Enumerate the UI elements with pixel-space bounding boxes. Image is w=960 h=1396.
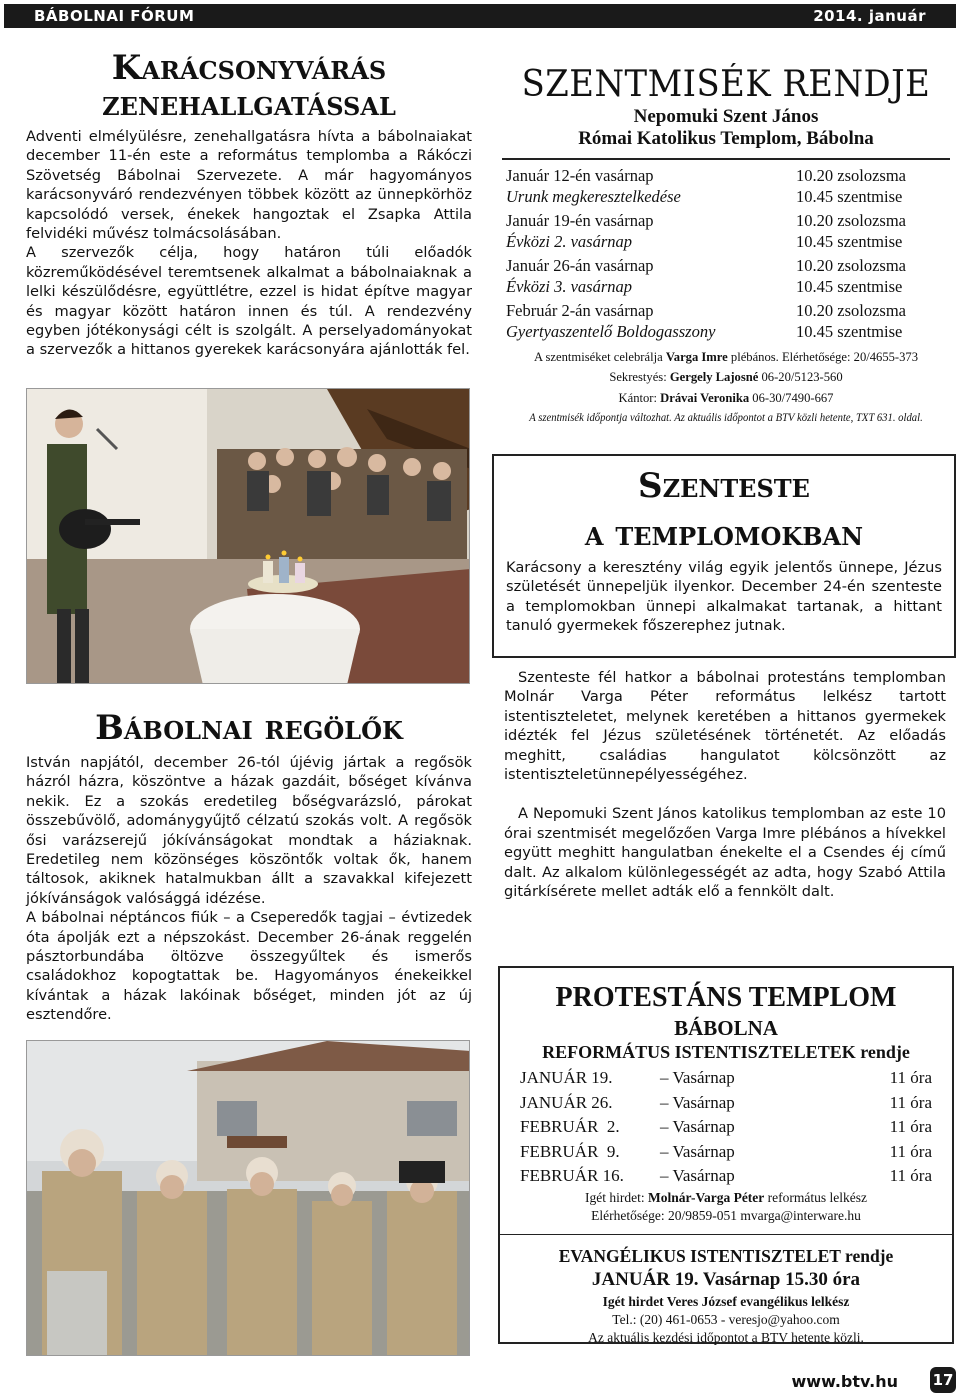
protestant-subtitle: REFORMÁTUS ISTENTISZTELETEK rendje: [542, 1042, 910, 1062]
service-date: JANUÁR 19.: [520, 1068, 613, 1087]
mass-row: [506, 321, 942, 342]
service-row: [520, 1066, 932, 1091]
mass-row: [506, 231, 942, 252]
service-day: – Vasárnap: [660, 1068, 735, 1087]
service-day: – Vasárnap: [660, 1141, 735, 1161]
evangelical-contact: Tel.: (20) 461-0653 - veresjo@yahoo.com: [612, 1312, 840, 1327]
mass-time: 10.45 szentmise: [796, 231, 903, 251]
article-title: Szenteste a templomokban: [584, 466, 864, 554]
mass-row: [506, 165, 942, 186]
preacher-contact: Elérhetősége: 20/9859-051 mvarga@interware.hu: [591, 1207, 861, 1223]
mass-schedule-box: [498, 56, 954, 428]
service-time: 11 óra: [889, 1141, 932, 1161]
article-szenteste-body: Szenteste fél hatkor a bábolnai protestáns templomban Molnár Varga Péter református lelkész tartott istentiszteletet, melynek keretében a hittanos gyermekek idézték fel Jézus születésének történetét. Az előadás meghitt, családias hangulatot kölcsönzött az istentiszteletünnepélyességéhez. A Nepomuki Szent János katolikus templomban az este 10 órai szentmisét megelőzően Varga Imre plébános a hívekkel együtt meghitt hangulatban énekelte el a Csendes éj című dalt. Az alkalom különlegességét az adta, hogy Szabó Attila gitárkísérete mellet adták elő a fennkölt dalt.: [504, 669, 946, 901]
mass-row: [506, 255, 942, 276]
service-day: – Vasárnap: [660, 1117, 735, 1136]
service-time: 11 óra: [889, 1117, 932, 1136]
service-date: FEBRUÁR 9.: [520, 1141, 620, 1161]
mass-time: 10.20 zsolozsma: [796, 255, 906, 275]
schedule-change-note: A szentmisék időpontja változhat. Az aktuális időpontot a BTV közli hetente, TXT 631. oldal.: [529, 411, 923, 424]
service-row: [520, 1115, 932, 1140]
concert-photo: [26, 388, 470, 684]
divider: [502, 158, 950, 160]
article-body: István napjától, december 26-tól újévig jártak a regősök házról házra, köszöntve a házak gazdáit, bőséget kívánva nekik. Ez a szokás eredetileg bőségvarázsló, párokat összebűvölő, adománygyűjtő célzatú szokás volt. A regősök ősi varázserejű jókívánságokat mondtak a háziaknak. Eredetileg nem közönséges köszöntők voltak ők, hanem táltosok, akiknek hatalmukban állt a szavakkal kifejezett jókívánságok valósággá idézése. A bábolnai néptáncos fiúk – a Cseperedők tagjai – évtizedek óta ápolják ezt a népszokást. December 26-ának reggelén pásztorbundába öltözve összegyűltek és ismerős családokhoz kopogtattak be. Hagyományos énekeikkel kívántak a házak lakóinak bőséget, minden jót az új esztendőre.: [26, 754, 472, 1024]
mass-day: Január 12-én vasárnap: [506, 165, 654, 185]
page-number: 17: [930, 1367, 956, 1393]
mass-day: Január 26-án vasárnap: [506, 255, 654, 275]
evangelical-note: Az aktuális kezdési időpontot a BTV hetente közli.: [588, 1330, 864, 1345]
preacher-note: Igét hirdet: Molnár-Varga Péter református lelkész: [584, 1189, 868, 1205]
mass-time: 10.45 szentmise: [796, 276, 903, 296]
service-row: [520, 1140, 932, 1165]
mass-schedule-title: SZENTMISÉK RENDJE: [521, 64, 931, 105]
publication-name: BÁBOLNAI FÓRUM: [34, 7, 195, 25]
service-day: – Vasárnap: [660, 1166, 735, 1185]
service-date: FEBRUÁR 16.: [520, 1166, 624, 1185]
protestant-title: PROTESTÁNS TEMPLOM: [555, 982, 897, 1013]
mass-row: [506, 186, 942, 207]
evangelical-title: EVANGÉLIKUS ISTENTISZTELET rendje: [558, 1246, 894, 1266]
service-row: [520, 1091, 932, 1116]
celebrant-note: A szentmiséket celebrálja Varga Imre plébános. Elérhetősége: 20/4655-373: [533, 349, 919, 364]
article-title: Karácsonyvárás zenehallgatással: [102, 48, 396, 124]
evangelical-date: JANUÁR 19. Vasárnap 15.30 óra: [591, 1269, 861, 1290]
sacristan-note: Sekrestyés: Gergely Lajosné 06-20/5123-560: [609, 370, 843, 384]
service-time: 11 óra: [889, 1092, 932, 1112]
article-title: Bábolnai regölők: [95, 708, 403, 748]
service-day: – Vasárnap: [660, 1092, 735, 1112]
article-intro: Karácsony a keresztény világ egyik jelentős ünnepe, Jézus születését ünnepeljük ilyenkor. December 24-én szenteste a templomokban ünnepi alkalmakat tartanak, a hittant tanuló gyermekek főszerephez jutnak.: [506, 559, 942, 635]
protestant-list: [514, 1064, 938, 1189]
article-regolok: [26, 708, 472, 1025]
divider: [500, 1234, 952, 1236]
website-link[interactable]: www.btv.hu: [791, 1372, 898, 1391]
concert-photo-image: [27, 389, 470, 684]
mass-day: Évközi 3. vasárnap: [506, 276, 633, 296]
mass-time: 10.20 zsolozsma: [796, 300, 906, 320]
mass-row: [506, 300, 942, 321]
article-szenteste-intro: [492, 454, 956, 658]
mass-time: 10.45 szentmise: [796, 321, 903, 341]
mass-time: 10.20 zsolozsma: [796, 210, 906, 230]
mass-day: Január 19-én vasárnap: [506, 210, 654, 230]
regolok-photo: [26, 1040, 470, 1356]
mass-day: Gyertyaszentelő Boldogasszony: [506, 321, 716, 341]
cantor-note: Kántor: Drávai Veronika 06-30/7490-667: [618, 390, 834, 405]
mass-day: Urunk megkeresztelkedése: [506, 186, 681, 206]
church-address: Római Katolikus Templom, Bábolna: [578, 128, 874, 149]
issue-date: 2014. január: [813, 7, 926, 25]
regolok-photo-image: [27, 1041, 470, 1356]
service-date: JANUÁR 26.: [520, 1092, 613, 1112]
article-karacsonyvaras: [26, 50, 472, 360]
mass-row: [506, 276, 942, 297]
mass-time: 10.20 zsolozsma: [796, 165, 906, 185]
service-time: 11 óra: [889, 1068, 932, 1087]
service-date: FEBRUÁR 2.: [520, 1117, 620, 1136]
mass-time: 10.45 szentmise: [796, 186, 903, 206]
service-row: [520, 1164, 932, 1189]
church-name: Nepomuki Szent János: [633, 106, 819, 127]
mass-day: Évközi 2. vasárnap: [506, 231, 633, 251]
mass-notes: [498, 347, 954, 429]
evangelical-preacher: Igét hirdet Veres József evangélikus lelkész: [602, 1294, 850, 1309]
protestant-schedule-box: [498, 966, 954, 1344]
mass-row: [506, 210, 942, 231]
mass-day: Február 2-án vasárnap: [506, 300, 654, 320]
article-body: Adventi elmélyülésre, zenehallgatásra hívta a bábolnaiakat december 11-én este a református templomba a Rákóczi Szövetség Bábolnai Szervezete. A már hagyományos karácsonyváró rendezvényen többek között az ünnepkörhöz kapcsolódó versek, énekek hangoztak el Zsapka Attila felvidéki művész tolmácsolásában. A szervezők célja, hogy határon túli előadók közreműködésével teremtsenek alkalmat a bábolnaiaknak a lelki készülődésre, együttlétre, ezzel is hidat építve magyar és magyar között határon innen és túl. A rendezvény egyben jótékonysági célt is szolgált. A perselyadományokat a szervezők a hittanos gyerekek karácsonyára ajánlották fel.: [26, 128, 472, 359]
header-bar: [4, 4, 956, 28]
protestant-place: BÁBOLNA: [674, 1016, 778, 1040]
mass-list: [498, 165, 954, 342]
service-time: 11 óra: [889, 1166, 932, 1185]
